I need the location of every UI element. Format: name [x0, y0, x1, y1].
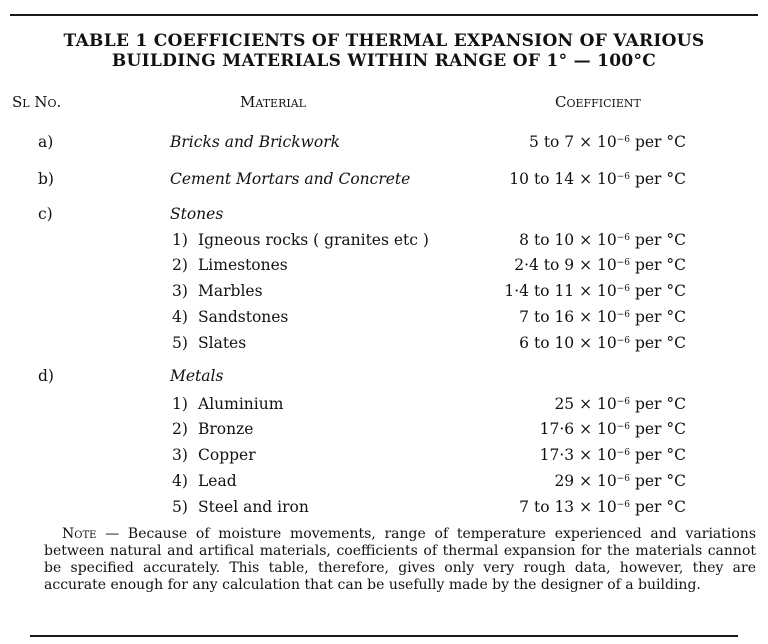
row-sub-material: Igneous rocks ( granites etc ) — [198, 231, 429, 249]
coefficient-range: 2·4 to 9 — [514, 256, 575, 274]
table-row — [0, 420, 768, 442]
coefficient-exponent: −6 — [616, 422, 631, 432]
coefficient-unit: × 10 — [579, 170, 617, 188]
row-coefficient — [514, 256, 686, 274]
coefficient-unit: × 10 — [579, 395, 617, 413]
coefficient-exponent: −6 — [616, 336, 631, 346]
coefficient-range: 6 to 10 — [519, 334, 575, 352]
row-sub-number: 5) — [172, 334, 188, 352]
table-row — [0, 231, 768, 253]
table-row — [0, 395, 768, 417]
row-coefficient — [519, 334, 686, 352]
coefficient-exponent: −6 — [616, 135, 631, 145]
coefficient-range: 8 to 10 — [519, 231, 575, 249]
coefficient-range: 29 — [554, 472, 575, 490]
coefficient-per: per °C — [630, 395, 686, 413]
coefficient-range: 1·4 to 11 — [504, 282, 575, 300]
coefficient-unit: × 10 — [579, 420, 617, 438]
coefficient-per: per °C — [630, 420, 686, 438]
row-sub-material: Aluminium — [198, 395, 284, 413]
row-sub-number: 5) — [172, 498, 188, 516]
row-sub-number: 4) — [172, 472, 188, 490]
row-sub-number: 3) — [172, 282, 188, 300]
coefficient-unit: × 10 — [579, 231, 617, 249]
coefficient-per: per °C — [630, 334, 686, 352]
row-sub-number: 2) — [172, 256, 188, 274]
coefficient-per: per °C — [630, 308, 686, 326]
coefficient-unit: × 10 — [579, 498, 617, 516]
row-sub-material: Lead — [198, 472, 237, 490]
table-row — [0, 170, 768, 192]
header-sl-no: Sl No. — [12, 93, 62, 111]
coefficient-per: per °C — [630, 446, 686, 464]
coefficient-exponent: −6 — [616, 474, 631, 484]
coefficient-exponent: −6 — [616, 258, 631, 268]
coefficient-unit: × 10 — [579, 446, 617, 464]
row-coefficient — [554, 395, 686, 413]
coefficient-per: per °C — [630, 472, 686, 490]
coefficient-unit: × 10 — [579, 256, 617, 274]
coefficient-per: per °C — [630, 256, 686, 274]
row-sub-material: Copper — [198, 446, 256, 464]
table-row — [0, 446, 768, 468]
row-sub-material: Sandstones — [198, 308, 289, 326]
row-coefficient — [519, 498, 686, 516]
coefficient-exponent: −6 — [616, 172, 631, 182]
table-row — [0, 133, 768, 155]
row-coefficient — [554, 472, 686, 490]
coefficient-unit: × 10 — [579, 282, 617, 300]
coefficient-exponent: −6 — [616, 310, 631, 320]
row-sl-no: d) — [38, 367, 54, 385]
table-row — [0, 472, 768, 494]
coefficient-per: per °C — [630, 170, 686, 188]
coefficient-unit: × 10 — [579, 334, 617, 352]
header-material: Material — [240, 93, 306, 111]
row-sub-material: Steel and iron — [198, 498, 309, 516]
table-row — [0, 256, 768, 278]
row-sub-material: Limestones — [198, 256, 288, 274]
table-title-line-2: BUILDING MATERIALS WITHIN RANGE OF 1° — 100°C — [111, 51, 657, 71]
table-row — [0, 308, 768, 330]
row-material: Metals — [170, 367, 224, 385]
coefficient-exponent: −6 — [616, 284, 631, 294]
coefficient-exponent: −6 — [616, 500, 631, 510]
header-coefficient: Coefficient — [555, 93, 641, 111]
row-coefficient — [519, 308, 686, 326]
coefficient-exponent: −6 — [616, 448, 631, 458]
row-material: Stones — [170, 205, 224, 223]
row-sub-number: 1) — [172, 395, 188, 413]
coefficient-per: per °C — [630, 282, 686, 300]
row-coefficient — [540, 420, 686, 438]
coefficient-unit: × 10 — [579, 133, 617, 151]
coefficient-unit: × 10 — [579, 472, 617, 490]
top-rule — [10, 14, 758, 16]
table-note — [44, 526, 756, 594]
coefficient-exponent: −6 — [616, 233, 631, 243]
row-sub-material: Slates — [198, 334, 247, 352]
row-sub-number: 3) — [172, 446, 188, 464]
row-sub-number: 1) — [172, 231, 188, 249]
note-lead: Note — — [62, 526, 120, 542]
table-row — [0, 498, 768, 520]
table-row — [0, 367, 768, 389]
row-sub-material: Marbles — [198, 282, 263, 300]
row-sub-number: 4) — [172, 308, 188, 326]
bottom-rule — [30, 635, 738, 637]
coefficient-per: per °C — [630, 498, 686, 516]
row-coefficient — [519, 231, 686, 249]
note-text: Because of moisture movements, range of temperature experienced and variations between natural and artifical materials, coefficients of thermal expansion for the materials cannot be specified accurately. This table, therefore, gives only very rough data, however, they are accurate enough for any calculation that can be usefully made by the designer of a building. — [44, 526, 757, 593]
row-sub-material: Bronze — [198, 420, 254, 438]
row-sub-number: 2) — [172, 420, 188, 438]
coefficient-range: 7 to 13 — [519, 498, 575, 516]
row-sl-no: a) — [38, 133, 54, 151]
table-title-line-1: TABLE 1 COEFFICIENTS OF THERMAL EXPANSION OF VARIOUS — [63, 31, 705, 51]
row-material: Bricks and Brickwork — [170, 133, 341, 151]
row-material: Cement Mortars and Concrete — [170, 170, 411, 188]
table-row — [0, 205, 768, 227]
row-coefficient — [509, 170, 686, 188]
coefficient-range: 17·6 — [539, 420, 575, 438]
coefficient-per: per °C — [630, 133, 686, 151]
coefficient-exponent: −6 — [616, 397, 631, 407]
table-row — [0, 282, 768, 304]
row-coefficient — [540, 446, 686, 464]
row-sl-no: b) — [38, 170, 54, 188]
table-row — [0, 334, 768, 356]
coefficient-per: per °C — [630, 231, 686, 249]
coefficient-unit: × 10 — [579, 308, 617, 326]
coefficient-range: 17·3 — [539, 446, 575, 464]
coefficient-range: 25 — [554, 395, 575, 413]
row-coefficient — [529, 133, 686, 151]
coefficient-range: 10 to 14 — [509, 170, 575, 188]
coefficient-range: 7 to 16 — [519, 308, 575, 326]
coefficient-range: 5 to 7 — [529, 133, 575, 151]
row-sl-no: c) — [38, 205, 53, 223]
row-coefficient — [504, 282, 686, 300]
